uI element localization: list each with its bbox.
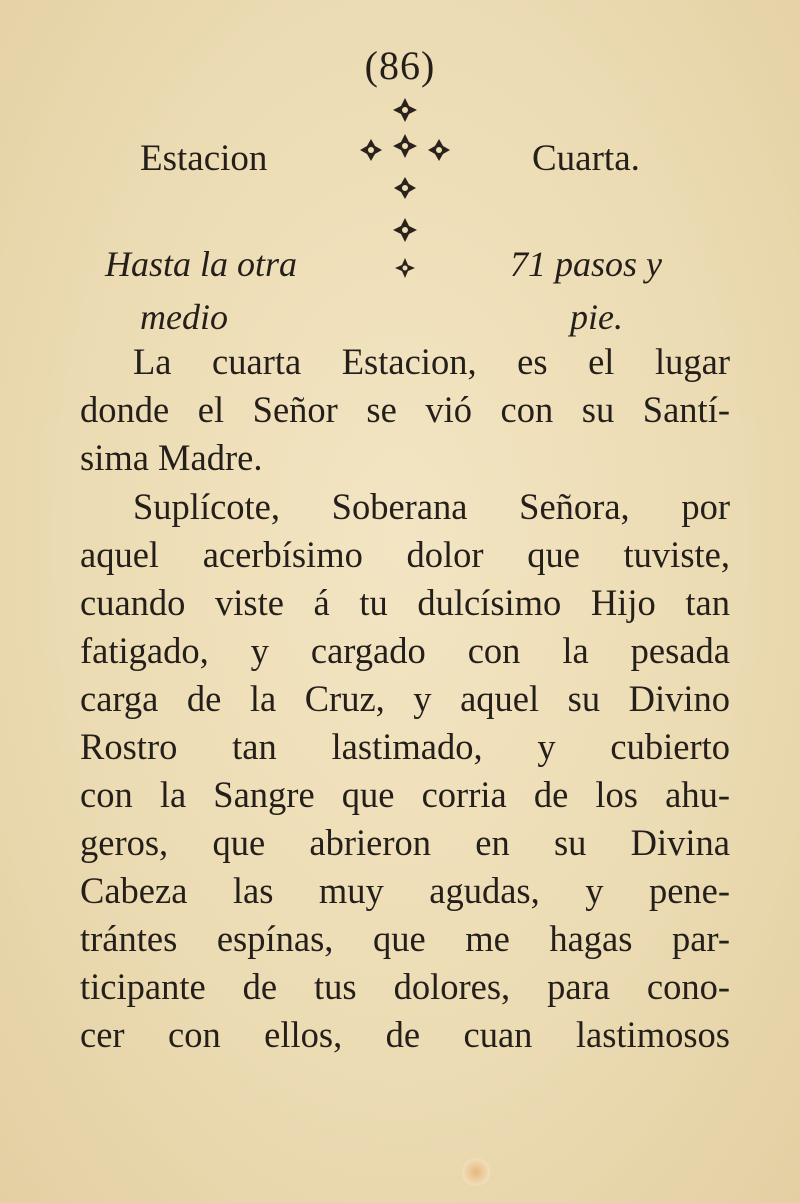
text-line: con la Sangre que corria de los ahu- (80, 774, 730, 815)
side-note-left-line: Hasta la otra (105, 244, 298, 284)
text-line: cer con ellos, de cuan lastimosos (80, 1014, 730, 1055)
text-line: fatigado, y cargado con la pesada (80, 630, 730, 671)
page-number: (86) (364, 43, 436, 88)
side-note-right-line: pie. (570, 297, 623, 337)
side-note-right-line: 71 pasos y (510, 244, 662, 284)
heading-estacion: Estacion (140, 138, 268, 179)
cross-ornament-icon (335, 88, 475, 308)
paragraph (80, 338, 730, 482)
side-note-left-line: medio (140, 297, 228, 337)
text-line: Rostro tan lastimado, y cubierto (80, 726, 730, 767)
text-line: La cuarta Estacion, es el lugar (133, 341, 730, 382)
text-line: geros, que abrieron en su Divina (80, 822, 730, 863)
text-line: Suplícote, Soberana Señora, por (133, 486, 730, 527)
text-line: Cabeza las muy agudas, y pene- (80, 870, 730, 911)
text-line: carga de la Cruz, y aquel su Divino (80, 678, 730, 719)
text-line: donde el Señor se vió con su Santí- (80, 389, 730, 430)
text-line: sima Madre. (80, 437, 263, 478)
text-line: trántes espínas, que me hagas par- (80, 918, 730, 959)
text-line: ticipante de tus dolores, para cono- (80, 966, 730, 1007)
text-line: cuando viste á tu dulcísimo Hijo tan (80, 582, 730, 623)
paragraph (80, 483, 730, 1059)
text-line: aquel acerbísimo dolor que tuviste, (80, 534, 730, 575)
heading-number: Cuarta. (532, 138, 640, 179)
paper-stain (462, 1158, 490, 1186)
